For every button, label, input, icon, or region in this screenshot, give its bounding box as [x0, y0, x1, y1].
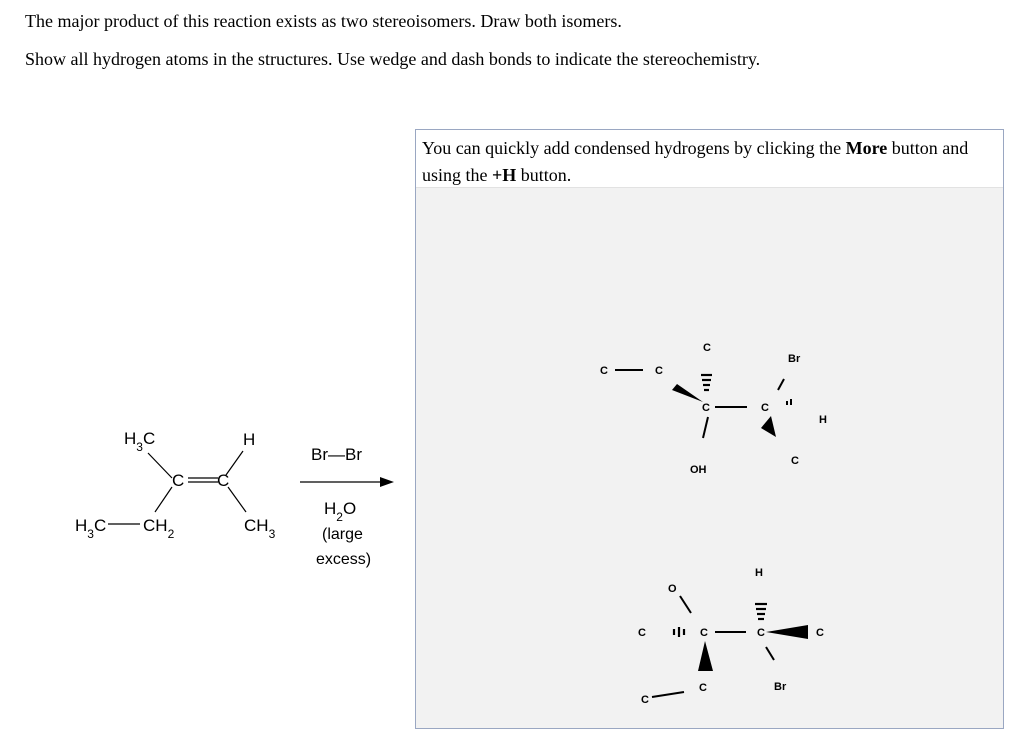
label-c-left: C [172, 471, 185, 490]
reaction-svg [60, 415, 420, 595]
reagent-excess: excess) [316, 551, 372, 568]
reaction-scheme [60, 415, 420, 595]
hint-text-1: You can quickly add condensed hydrogens by clicking the [422, 138, 846, 158]
bond-c-ch3 [228, 487, 246, 512]
s2-wedge-right [766, 625, 808, 639]
reagent-h2o: $H_2O$ [324, 499, 357, 524]
label-h-top: H [243, 430, 256, 449]
structure-2[interactable] [638, 567, 824, 706]
hint-text-3: button. [516, 165, 572, 185]
s1-atom-oh: OH [690, 464, 707, 476]
question-line-2: Show all hydrogen atoms in the structures. Use wedge and dash bonds to indicate the stereochemistry. [25, 49, 761, 69]
s1-atom-h: H [819, 414, 827, 426]
s2-dash-h [755, 604, 767, 619]
s1-atom-c-center-left: C [702, 402, 710, 414]
s2-atom-o: O [668, 583, 677, 595]
reagent-top: Br—Br [311, 445, 362, 464]
s1-dash-h [787, 399, 791, 405]
s1-wedge-methyl [761, 416, 776, 437]
s1-atom-c-top: C [703, 342, 711, 354]
s1-dash-top [701, 375, 712, 390]
s2-bond-ethyl [652, 692, 684, 697]
s1-atom-c-ethyl-end: C [600, 365, 608, 377]
drawing-canvas[interactable] [416, 188, 1003, 728]
structure-1[interactable] [600, 342, 827, 476]
panel-hint [416, 130, 1003, 188]
s2-atom-h: H [755, 567, 763, 579]
s1-atom-c-ethyl-mid: C [655, 365, 663, 377]
label-h3c-top: $H_3C$ [124, 429, 156, 454]
bond-c-ch2 [155, 487, 172, 512]
s2-dash-c [674, 627, 684, 637]
label-ch2: $CH_2$ [143, 516, 175, 541]
canvas-svg[interactable] [416, 188, 1003, 728]
s2-atom-c-wedge: C [699, 682, 707, 694]
label-c-right: C [217, 471, 230, 490]
hint-more: More [845, 138, 888, 158]
s2-atom-c-dash: C [638, 627, 646, 639]
s2-atom-c-center-right: C [757, 627, 765, 639]
drawing-panel[interactable] [415, 129, 1004, 729]
hint-text-2: button and using the [422, 138, 969, 185]
reagent-large: (large [322, 526, 363, 543]
question-line-1: The major product of this reaction exists as two stereoisomers. Draw both isomers. [25, 11, 622, 31]
s1-atom-c-methyl: C [791, 455, 799, 467]
s1-bond-br [778, 379, 784, 390]
s2-bond-o [680, 596, 691, 613]
label-ch3: $CH_3$ [244, 516, 276, 541]
s2-atom-c-right: C [816, 627, 824, 639]
s2-atom-br: Br [774, 681, 787, 693]
s1-bond-oh [703, 417, 708, 438]
s1-atom-c-center-right: C [761, 402, 769, 414]
s1-wedge-ethyl [672, 384, 703, 402]
label-h3c-bottom: $H_3C$ [75, 516, 107, 541]
bond-h3c-c [148, 453, 172, 478]
hint-plus-h: +H [492, 165, 517, 185]
s2-wedge-down [698, 641, 713, 671]
s2-atom-c-center-left: C [700, 627, 708, 639]
s2-atom-c-ethyl-end: C [641, 694, 649, 706]
s2-bond-br [766, 647, 774, 660]
s1-atom-br: Br [788, 353, 801, 365]
reaction-arrow-head [380, 477, 394, 487]
